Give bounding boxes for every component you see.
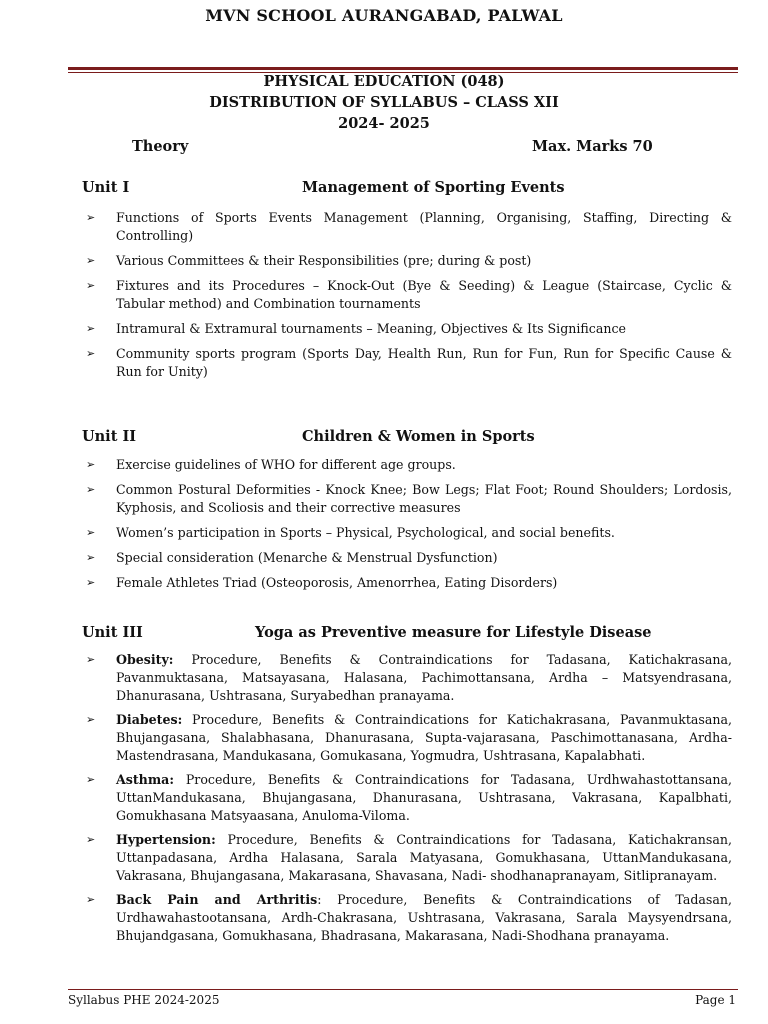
arrow-bullet-icon: ➢ [86, 526, 96, 539]
list-item: ➢ Common Postural Deformities - Knock Knee; Bow Legs; Flat Foot; Round Shoulders; Lordosis, Kyphosis, and Scoliosis and their corrective measures [86, 482, 732, 515]
footer-syllabus-label: Syllabus PHE 2024-2025 [68, 993, 220, 1007]
arrow-bullet-icon: ➢ [86, 458, 96, 471]
arrow-bullet-icon: ➢ [86, 653, 96, 666]
unit-number: Unit III [82, 624, 143, 641]
list-item: ➢ Exercise guidelines of WHO for different age groups. [86, 457, 456, 472]
arrow-bullet-icon: ➢ [86, 322, 96, 335]
list-item: ➢ Asthma: Procedure, Benefits & Contraindications for Tadasana, Urdhwahastottansana, UttanMandukasana, Bhujangasana, Dhanurasana, Ushtrasana, Vakrasana, Kapalbhati, Gomukhasana Matsyaasana, Anuloma-Viloma. [86, 772, 732, 823]
arrow-bullet-icon: ➢ [86, 347, 96, 360]
arrow-bullet-icon: ➢ [86, 211, 96, 224]
subject-heading: PHYSICAL EDUCATION (048) [263, 73, 505, 90]
unit-title: Children & Women in Sports [302, 428, 535, 445]
max-marks-label: Max. Marks 70 [532, 138, 653, 155]
arrow-bullet-icon: ➢ [86, 893, 96, 906]
list-item: ➢ Back Pain and Arthritis: Procedure, Benefits & Contraindications of Tadasan, Urdhawahastootansana, Ardh-Chakrasana, Ushtrasana, Vakrasana, Sarala Maysyendrsana, Bhujandgasana, Gomukhasana, Bhadrasana, Makarasana, Nadi-Shodhana pranayama. [86, 892, 732, 943]
theory-label: Theory [132, 138, 189, 155]
unit-2-header [82, 428, 742, 448]
list-item: ➢ Fixtures and its Procedures – Knock-Out (Bye & Seeding) & League (Staircase, Cyclic & Tabular method) and Combination tournaments [86, 278, 732, 311]
distribution-heading: DISTRIBUTION OF SYLLABUS – CLASS XII [209, 94, 559, 111]
unit-number: Unit II [82, 428, 137, 445]
list-item: ➢ Various Committees & their Responsibilities (pre; during & post) [86, 253, 532, 268]
condition-label: Diabetes: [116, 712, 183, 727]
list-item: ➢ Diabetes: Procedure, Benefits & Contraindications for Katichakrasana, Pavanmuktasana, Bhujangasana, Shalabhasana, Dhanurasana, Supta-vajarasana, Paschimottanasana, Ardha-Mastendrasana, Mandukasana, Gomukasana, Yogmudra, Ushtrasana, Kapalabhati. [86, 712, 732, 763]
unit-title: Management of Sporting Events [302, 179, 565, 196]
arrow-bullet-icon: ➢ [86, 483, 96, 496]
list-item: ➢ Obesity: Procedure, Benefits & Contraindications for Tadasana, Katichakrasana, Pavanmuktasana, Matsayasana, Halasana, Pachimottansana, Ardha – Matsyendrasana, Dhanurasana, Ushtrasana, Suryabedhan pranayama. [86, 652, 732, 703]
arrow-bullet-icon: ➢ [86, 833, 96, 846]
page-number: Page 1 [695, 993, 736, 1007]
condition-label: Back Pain and Arthritis [116, 892, 318, 907]
unit-1-header [82, 179, 742, 199]
condition-label: Obesity: [116, 652, 174, 667]
list-item: ➢ Community sports program (Sports Day, Health Run, Run for Fun, Run for Specific Cause & Run for Unity) [86, 346, 732, 379]
footer-rule [68, 989, 738, 990]
unit-3-topic-list [82, 651, 732, 951]
session-heading: 2024- 2025 [338, 115, 430, 132]
list-item: ➢ Female Athletes Triad (Osteoporosis, Amenorrhea, Eating Disorders) [86, 575, 558, 590]
unit-3-header [82, 624, 742, 644]
arrow-bullet-icon: ➢ [86, 576, 96, 589]
arrow-bullet-icon: ➢ [86, 773, 96, 786]
unit-title: Yoga as Preventive measure for Lifestyle Disease [255, 624, 652, 641]
unit-1-topic-list [82, 209, 732, 388]
unit-2-topic-list [82, 456, 732, 599]
condition-label: Hypertension: [116, 832, 216, 847]
arrow-bullet-icon: ➢ [86, 279, 96, 292]
list-item: ➢ Intramural & Extramural tournaments – Meaning, Objectives & Its Significance [86, 321, 626, 336]
condition-label: Asthma: [116, 772, 174, 787]
unit-number: Unit I [82, 179, 130, 196]
arrow-bullet-icon: ➢ [86, 551, 96, 564]
header-rule-thick [68, 67, 738, 70]
list-item: ➢ Functions of Sports Events Management (Planning, Organising, Staffing, Directing & Controlling) [86, 210, 732, 243]
arrow-bullet-icon: ➢ [86, 713, 96, 726]
arrow-bullet-icon: ➢ [86, 254, 96, 267]
list-item: ➢ Hypertension: Procedure, Benefits & Contraindications for Tadasana, Katichakransan, Uttanpadasana, Ardha Halasana, Sarala Matyasana, Gomukhasana, UttanMandukasana, Vakrasana, Bhujangasana, Makarasana, Shavasana, Nadi- shodhanapranayam, Sitlipranayam. [86, 832, 732, 883]
list-item: ➢ Women’s participation in Sports – Physical, Psychological, and social benefits. [86, 525, 615, 540]
school-title: MVN SCHOOL AURANGABAD, PALWAL [205, 6, 563, 25]
list-item: ➢ Special consideration (Menarche & Menstrual Dysfunction) [86, 550, 498, 565]
